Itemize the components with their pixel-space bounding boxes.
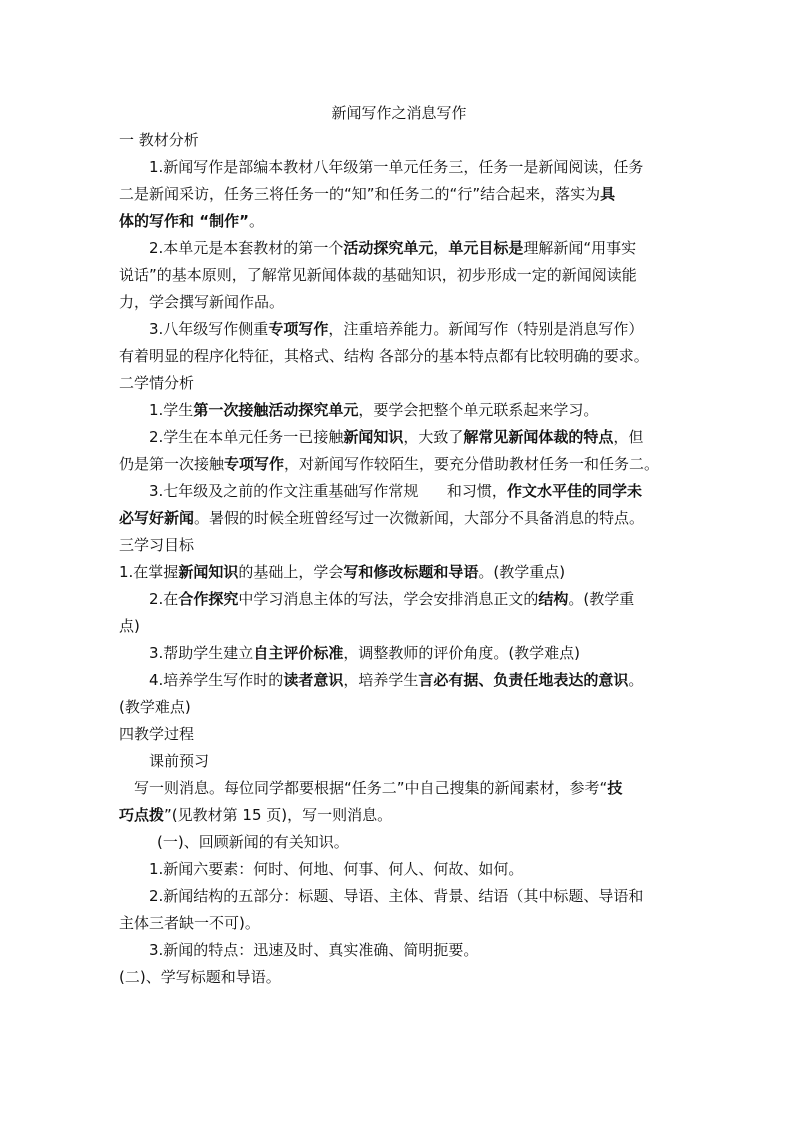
paragraph-line xyxy=(119,397,679,424)
paragraph-line xyxy=(119,235,679,262)
subheading-preview: 课前预习 xyxy=(149,752,210,770)
section-heading-4: 四教学过程 xyxy=(119,725,195,743)
section-heading-3: 三学习目标 xyxy=(119,536,195,554)
text-run: ，调整教师的评价角度。(教学难点) xyxy=(343,644,581,662)
text-run: ，要学会把整个单元联系起来学习。 xyxy=(358,401,599,419)
text-run: ，培养学生 xyxy=(343,671,419,689)
text-run: 2.本单元是本套教材的第一个 xyxy=(149,239,344,257)
bold-run: 体的写作和 “制作” xyxy=(119,212,249,230)
bold-run: 专项写作 xyxy=(224,455,285,473)
text-run: ，但 xyxy=(613,428,644,446)
review-item: 2.新闻结构的五部分：标题、导语、主体、背景、结语（其中标题、导语和 xyxy=(149,887,644,905)
document-title: 新闻写作之消息写作 xyxy=(331,104,467,122)
paragraph-line xyxy=(119,802,679,829)
goal-line xyxy=(119,640,679,667)
bold-run: 解常见新闻体裁的特点 xyxy=(463,428,614,446)
text-run: 中学习消息主体的写法，学会安排消息正文的 xyxy=(238,590,539,608)
bold-run: 具 xyxy=(600,185,616,203)
text-run: 1.学生 xyxy=(149,401,194,419)
section-heading-1: 一 教材分析 xyxy=(119,131,199,149)
text-run: 1.在掌握 xyxy=(119,563,179,581)
text-run: 3.七年级及之前的作文注重基础写作常规 和习惯， xyxy=(149,482,507,500)
text-run: ，大致了 xyxy=(403,428,464,446)
paragraph-line xyxy=(119,208,679,235)
review-item: 1.新闻六要素：何时、何地、何事、何人、何故、如何。 xyxy=(149,860,524,878)
text-run: 。暑假的时候全班曾经写过一次微新闻，大部分不具备消息的特点。 xyxy=(194,509,645,527)
bold-run: 专项写作 xyxy=(268,320,329,338)
paragraph-line: 力，学会撰写新闻作品。 xyxy=(119,293,285,311)
goal-line xyxy=(119,667,679,694)
paragraph-line xyxy=(119,505,679,532)
paragraph-line: 说话”的基本原则，了解常见新闻体裁的基础知识，初步形成一定的新闻阅读能 xyxy=(119,266,637,284)
bold-run: 写和修改标题和导语 xyxy=(343,563,479,581)
paragraph-line xyxy=(119,154,679,181)
paragraph-line: 有着明显的程序化特征，其格式、结构 各部分的基本特点都有比较明确的要求。 xyxy=(119,347,649,365)
bold-run: 自主评价标准 xyxy=(253,644,344,662)
text-run: 2.在 xyxy=(149,590,179,608)
text-run: ， xyxy=(433,239,449,257)
text-run: 。 xyxy=(628,671,644,689)
text-run: 3.八年级写作侧重 xyxy=(149,320,269,338)
bold-run: 言必有据、负责任地表达的意识 xyxy=(418,671,629,689)
text-run: 理解新闻“用事实 xyxy=(523,239,637,257)
goal-line xyxy=(119,586,679,613)
bold-run: 新闻知识 xyxy=(178,563,239,581)
text-run: 。(教学重点) xyxy=(478,563,566,581)
bold-run: 新闻知识 xyxy=(343,428,404,446)
paragraph-line xyxy=(119,451,679,478)
goal-line xyxy=(119,559,679,586)
bold-run: 活动探究单元 xyxy=(343,239,434,257)
text-run: 3.帮助学生建立 xyxy=(149,644,254,662)
text-run: 二是新闻采访，任务三将任务一的“知”和任务二的“行”结合起来，落实为 xyxy=(119,185,601,203)
paragraph-line xyxy=(119,181,679,208)
paragraph-line xyxy=(119,424,679,451)
bold-run: 巧点拨 xyxy=(119,806,165,824)
review-item: 主体三者缺一不可)。 xyxy=(119,914,260,932)
text-run: 2.学生在本单元任务一已接触 xyxy=(149,428,344,446)
paragraph-line xyxy=(119,775,679,802)
bold-run: 合作探究 xyxy=(178,590,239,608)
bold-run: 读者意识 xyxy=(283,671,344,689)
next-heading: (二)、学写标题和导语。 xyxy=(119,968,281,986)
paragraph-line xyxy=(119,316,679,343)
text-run: 1.新闻写作是部编本教材八年级第一单元任务三，任务一是新闻阅读，任务 xyxy=(149,158,644,176)
bold-run: 必写好新闻 xyxy=(119,509,195,527)
bold-run: 结构 xyxy=(538,590,569,608)
review-heading: (一)、回顾新闻的有关知识。 xyxy=(157,833,349,851)
text-run: ，对新闻写作较陌生，要充分借助教材任务一和任务二。 xyxy=(284,455,660,473)
bold-run: 第一次接触活动探究单元 xyxy=(193,401,359,419)
text-run: 。(教学重 xyxy=(568,590,635,608)
text-run: 4.培养学生写作时的 xyxy=(149,671,284,689)
review-item: 3.新闻的特点：迅速及时、真实准确、简明扼要。 xyxy=(149,941,479,959)
goal-line: (教学难点) xyxy=(119,698,191,716)
text-run: 仍是第一次接触 xyxy=(119,455,225,473)
text-run: 的基础上，学会 xyxy=(238,563,344,581)
paragraph-line xyxy=(119,478,679,505)
document-page xyxy=(119,100,679,991)
bold-run: 技 xyxy=(607,779,623,797)
text-run: 写一则消息。每位同学都要根据“任务二”中自己搜集的新闻素材，参考“ xyxy=(134,779,608,797)
bold-run: 作文水平佳的同学未 xyxy=(506,482,642,500)
text-run: 。 xyxy=(248,212,264,230)
goal-line: 点) xyxy=(119,617,140,635)
text-run: ，注重培养能力。新闻写作（特别是消息写作） xyxy=(328,320,644,338)
section-heading-2: 二学情分析 xyxy=(119,374,195,392)
text-run: ”(见教材第 15 页)，写一则消息。 xyxy=(164,806,393,824)
bold-run: 单元目标是 xyxy=(448,239,524,257)
